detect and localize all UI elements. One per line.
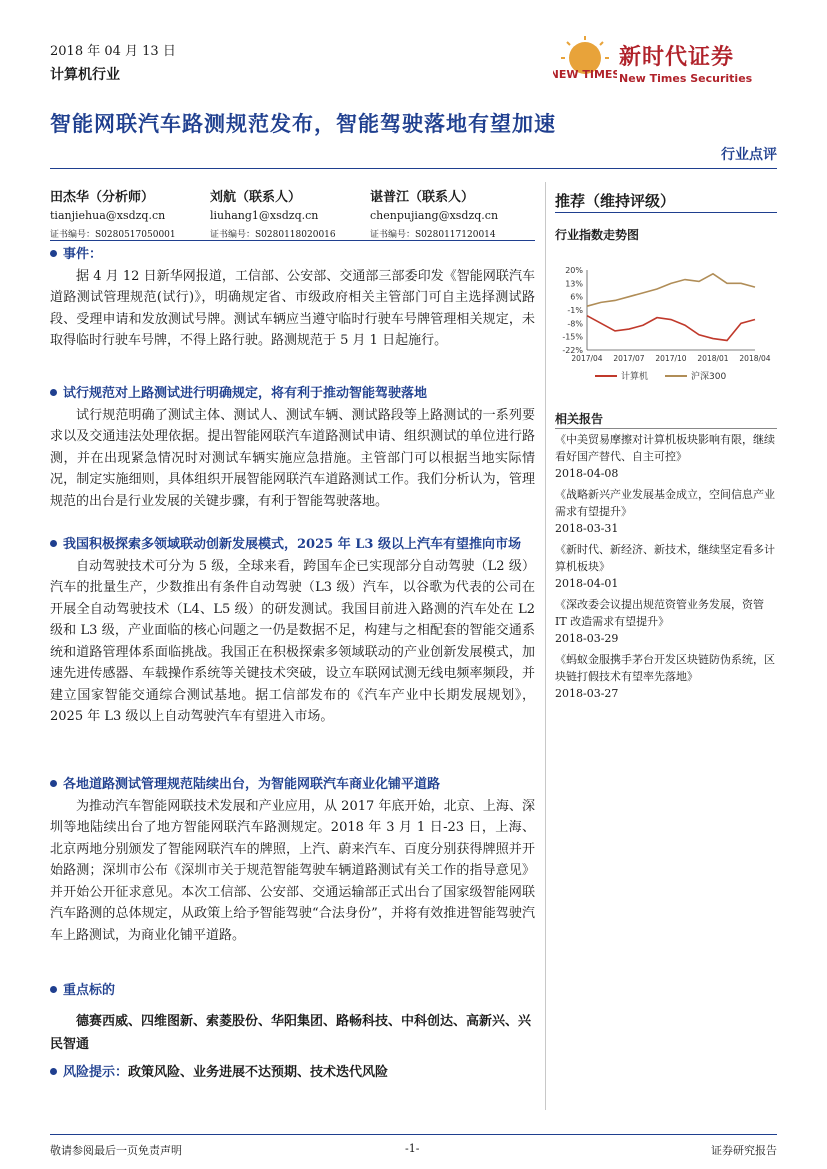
bullet-icon	[50, 250, 57, 257]
header-divider	[50, 168, 777, 169]
key-stocks-list: 德赛西威、四维图新、索菱股份、华阳集团、路畅科技、中科创达、高新兴、兴民智通	[50, 1013, 532, 1052]
section-key-stocks	[50, 980, 535, 1056]
related-reports-title: 相关报告	[555, 412, 604, 426]
cert-label: 证书编号：	[50, 230, 96, 240]
section-regulation	[50, 383, 535, 512]
y-tick-label: 20%	[565, 266, 583, 275]
analyst-email: chenpujiang@xsdzq.cn	[370, 209, 499, 222]
section-heading: 事件：	[50, 244, 535, 266]
page-number: -1-	[405, 1142, 420, 1155]
y-tick-label: -15%	[562, 332, 583, 342]
x-axis	[571, 350, 770, 363]
section-heading: 我国积极探索多领域联动创新发展模式，2025 年 L3 级以上汽车有望推向市场	[50, 534, 535, 556]
section-risk	[50, 1062, 535, 1084]
legend-label: 沪深300	[691, 372, 727, 382]
section-heading: 试行规范对上路测试进行明确规定，将有利于推动智能驾驶落地	[50, 383, 535, 405]
related-report-item[interactable]: 《新时代、新经济、新技术，继续坚定看多计算机板块》 2018-04-01	[555, 543, 775, 590]
analyst-2	[210, 186, 336, 240]
logo-english: New Times Securities	[619, 72, 753, 85]
report-title: 智能网联汽车路测规范发布，智能驾驶落地有望加速	[50, 111, 556, 136]
related-report-item[interactable]: 《深改委会议提出规范资管业务发展，资管 IT 改造需求有望提升》 2018-03-29	[555, 598, 764, 645]
series-line	[587, 316, 755, 341]
company-logo	[553, 36, 783, 96]
analyst-3	[370, 186, 498, 240]
index-chart	[555, 262, 777, 387]
industry-label: 计算机行业	[50, 67, 120, 83]
risk-heading: 风险提示：	[63, 1065, 129, 1080]
bullet-icon	[50, 986, 57, 993]
x-tick-label: 2017/07	[613, 354, 645, 363]
x-tick-label: 2017/10	[655, 354, 687, 363]
report-date: 2018 年 04 月 13 日	[50, 44, 176, 59]
risk-text: 政策风险、业务进展不达预期、技术迭代风险	[128, 1065, 389, 1080]
cert-label: 证书编号：	[370, 230, 416, 240]
section-event	[50, 244, 535, 352]
section-paragraph: 试行规范明确了测试主体、测试人、测试车辆、测试路段等上路测试的一系列要求以及交通违法处理依据。提出智能网联汽车道路测试申请、组织测试的单位进行路测，并在出现紧急情况时对测试车辆实施应急措施。主管部门可以根据当地实际情况，制定实施细则，具体组织开展智能网联汽车道路测试工作。我们分析认为，管理规范的出台是行业发展的关键步骤，有利于智能驾驶落地。	[50, 407, 535, 509]
section-paragraph: 自动驾驶技术可分为 5 级，全球来看，跨国车企已实现部分自动驾驶（L2 级）汽车的批量生产，少数推出有条件自动驾驶（L3 级）汽车，以谷歌为代表的公司在开展全自动驾驶技术（L4、L5 级）的研发测试。我国目前进入路测的汽车处在 L2 级和 L3 级，产业面临的核心问题之一仍是数据不足，构建与之相配套的智能交通系统和道路管理体系面临挑战。我国正在积极探索多领域联动的产业创新发展模式，加速先进传感器、车载操作系统等关键技术突破，设立车联网试测无线电频率频段，并建立国家智能交通综合测试基地。据工信部发布的《汽车产业中长期发展规划》，2025 年 L3 级以上自动驾驶汽车有望进入市场。	[50, 558, 535, 724]
related-divider	[555, 428, 777, 429]
footer-disclaimer[interactable]: 敬请参阅最后一页免责声明	[50, 1144, 182, 1157]
bullet-icon	[50, 780, 57, 787]
analyst-divider	[50, 240, 535, 241]
bullet-icon	[50, 540, 57, 547]
related-report-item[interactable]: 《战略新兴产业发展基金成立，空间信息产业需求有望提升》 2018-03-31	[555, 488, 775, 535]
y-tick-label: -1%	[567, 306, 583, 315]
section-innovation	[50, 534, 535, 728]
column-divider	[545, 182, 546, 1110]
rating-divider	[555, 212, 777, 213]
rating: 推荐（维持评级）	[555, 192, 676, 210]
cert-label: 证书编号：	[210, 230, 256, 240]
report-type: 行业点评	[721, 147, 777, 163]
x-tick-label: 2017/04	[571, 354, 603, 363]
cert-number: S0280517050001	[95, 230, 176, 240]
y-axis	[562, 266, 587, 355]
bullet-icon	[50, 1068, 57, 1075]
related-report-item[interactable]: 《中美贸易摩擦对计算机板块影响有限，继续看好国产替代、自主可控》 2018-04-08	[555, 433, 775, 480]
analyst-email: tianjiehua@xsdzq.cn	[50, 209, 166, 222]
related-report-item[interactable]: 《蚂蚁金服携手茅台开发区块链防伪系统，区块链打假技术有望率先落地》 2018-03-27	[555, 653, 775, 700]
chart-title: 行业指数走势图	[555, 228, 640, 242]
x-tick-label: 2018/01	[697, 354, 729, 363]
y-tick-label: -8%	[567, 319, 583, 329]
section-heading: 各地道路测试管理规范陆续出台，为智能网联汽车商业化铺平道路	[50, 774, 535, 796]
chart-legend	[595, 370, 726, 382]
footer-report-label: 证券研究报告	[711, 1144, 777, 1157]
footer-divider	[50, 1134, 777, 1135]
section-paragraph: 据 4 月 12 日新华网报道，工信部、公安部、交通部三部委印发《智能网联汽车道路测试管理规范(试行)》，明确规定省、市级政府相关主管部门可自主选择测试路段、受理申请和发放测试号牌。测试车辆应当遵守临时行驶车号牌管理相关规定，未取得临时行驶车号牌，不得上路行驶。路测规范于 5 月 1 日起施行。	[50, 268, 535, 348]
bullet-icon	[50, 389, 57, 396]
analyst-name: 田杰华（分析师）	[50, 190, 155, 205]
x-tick-label: 2018/04	[739, 354, 771, 363]
chart-lines	[587, 274, 755, 341]
analyst-name: 刘航（联系人）	[210, 190, 302, 205]
section-heading: 重点标的	[50, 980, 535, 1002]
analyst-name: 谌普江（联系人）	[370, 190, 475, 205]
logo-chinese: 新时代证券	[619, 44, 735, 70]
series-line	[587, 274, 755, 306]
y-tick-label: 6%	[570, 292, 583, 302]
cert-number: S0280117120014	[415, 230, 496, 240]
legend-label: 计算机	[621, 372, 649, 382]
cert-number: S0280118020016	[255, 230, 336, 240]
y-tick-label: -22%	[562, 346, 583, 355]
related-reports-list	[555, 431, 777, 706]
analyst-email: liuhang1@xsdzq.cn	[210, 209, 319, 222]
analyst-1	[50, 186, 176, 240]
section-paragraph: 为推动汽车智能网联技术发展和产业应用，从 2017 年底开始，北京、上海、深圳等地陆续出台了地方智能网联汽车路测规定。2018 年 3 月 1 日-23 日，上海、北京两地分别颁发了智能网联汽车的牌照，上汽、蔚来汽车、百度分别获得牌照并开始路测；深圳市公布《深圳市关于规范智能驾驶车辆道路测试有关工作的指导意见》并开始公开征求意见。本次工信部、公安部、交通运输部正式出台了国家级智能网联汽车路测的总体规定，从政策上给予智能驾驶“合法身份”，并将有效推进智能驾驶汽车上路测试，为商业化铺平道路。	[50, 798, 535, 943]
logo-sun-icon	[553, 36, 617, 92]
section-local-rules	[50, 774, 535, 946]
logo-mark-text: NEW TIMES	[553, 68, 617, 81]
y-tick-label: 13%	[565, 279, 583, 289]
